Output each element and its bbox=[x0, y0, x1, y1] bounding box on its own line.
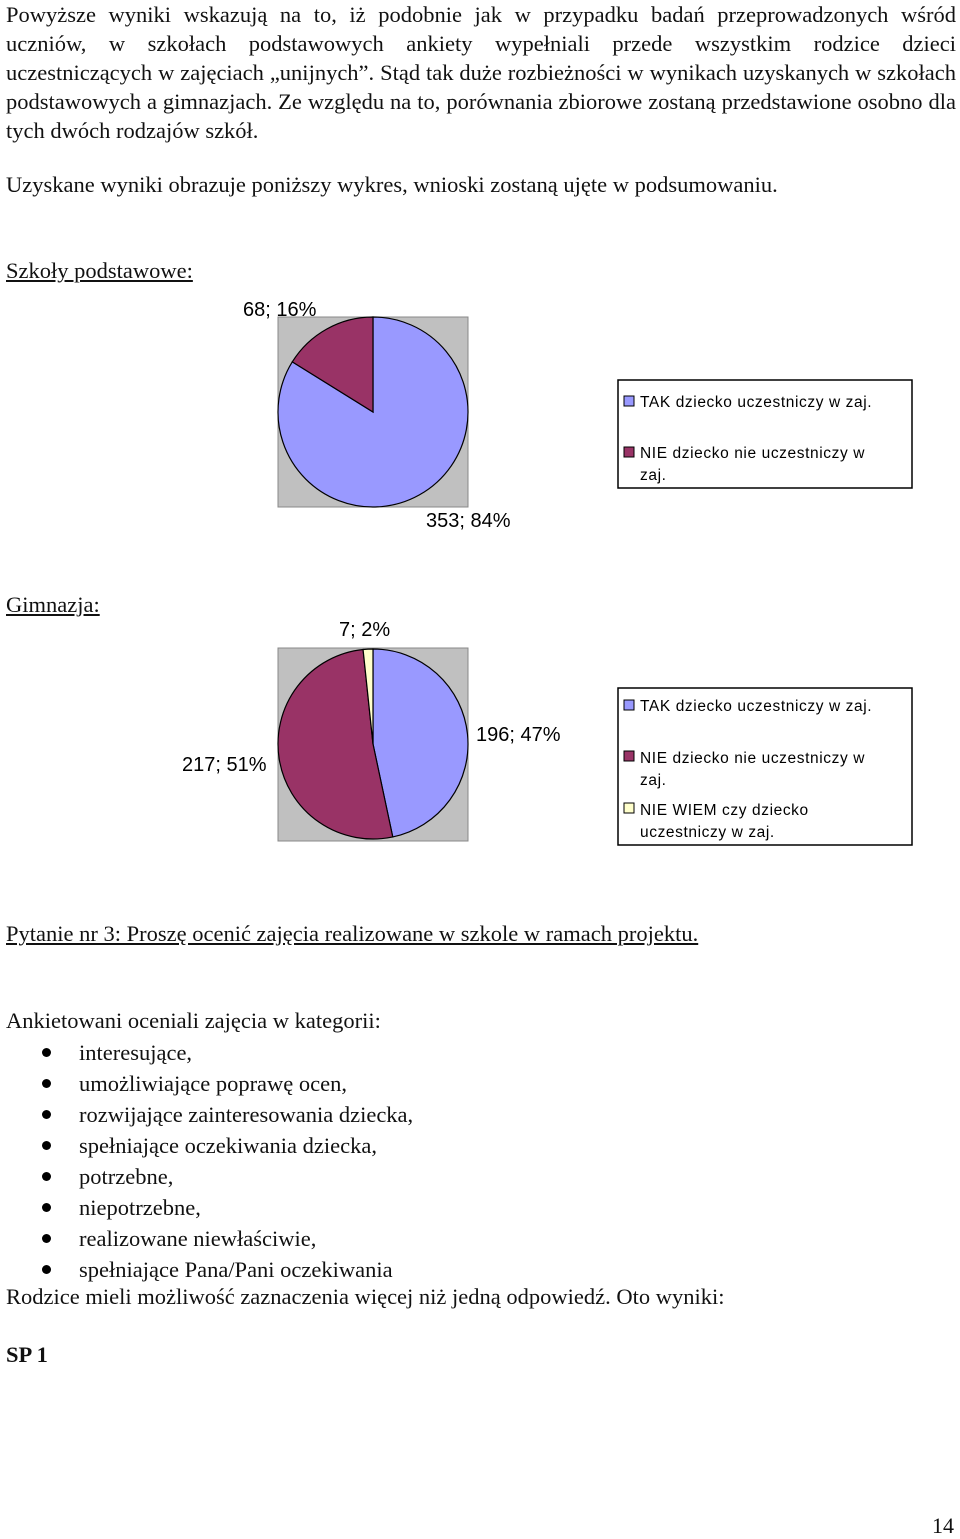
category-item: realizowane niewłaściwie, bbox=[0, 1223, 413, 1254]
legend2-swatch-niewiem bbox=[624, 803, 634, 813]
pie2-slices bbox=[278, 649, 468, 839]
heading-gymnasiums: Gimnazja: bbox=[6, 592, 100, 617]
legend2-text-nie: NIE dziecko nie uczestniczy w zaj. bbox=[640, 750, 866, 789]
legend2-swatch-tak bbox=[624, 700, 634, 710]
pie-chart-primary bbox=[0, 290, 960, 580]
pie1-label-nie: 68; 16% bbox=[243, 299, 317, 321]
category-item: interesujące, bbox=[0, 1037, 413, 1068]
heading-primary-schools: Szkoły podstawowe: bbox=[6, 258, 193, 283]
category-item: spełniające oczekiwania dziecka, bbox=[0, 1130, 413, 1161]
pie1-label-tak: 353; 84% bbox=[426, 510, 511, 532]
categories-outro: Rodzice mieli możliwość zaznaczenia więcej niż jedną odpowiedź. Oto wyniki: bbox=[6, 1284, 725, 1309]
page-number: 14 bbox=[932, 1513, 954, 1538]
legend1-swatch-nie bbox=[624, 447, 634, 457]
legend2-text-niewiem: NIE WIEM czy dziecko uczestniczy w zaj. bbox=[640, 802, 809, 841]
category-item: potrzebne, bbox=[0, 1161, 413, 1192]
question-heading: Pytanie nr 3: Proszę ocenić zajęcia realizowane w szkole w ramach projektu. bbox=[6, 921, 699, 946]
legend1-swatch-tak bbox=[624, 396, 634, 406]
category-item: niepotrzebne, bbox=[0, 1192, 413, 1223]
legend2-text-tak: TAK dziecko uczestniczy w zaj. bbox=[640, 698, 873, 715]
pie1-slices bbox=[278, 317, 468, 507]
pie2-label-tak: 196; 47% bbox=[476, 724, 561, 746]
pie2-label-nie: 217; 51% bbox=[182, 754, 267, 776]
legend2-swatch-nie bbox=[624, 751, 634, 761]
pie2-label-niewiem: 7; 2% bbox=[339, 619, 391, 641]
categories-intro: Ankietowani oceniali zajęcia w kategorii: bbox=[6, 1008, 381, 1033]
legend1-text-nie: NIE dziecko nie uczestniczy w zaj. bbox=[640, 445, 866, 484]
category-item: umożliwiające poprawę ocen, bbox=[0, 1068, 413, 1099]
intro-paragraph: Powyższe wyniki wskazują na to, iż podobnie jak w przypadku badań przeprowadzonych wśród uczniów, w szkołach podstawowych ankiety wypełniali przede wszystkim rodzice dzieci uczestniczących w zajęciach „unijnych”. Stąd tak duże rozbieżności w wynikach uzyskanych w szkołach podstawowych a gimnazjach. Ze względu na to, porównania zbiorowe zostaną przedstawione osobno dla tych dwóch rodzajów szkół. bbox=[6, 2, 956, 143]
category-item: spełniające Pana/Pani oczekiwania bbox=[0, 1254, 413, 1285]
legend1-text-tak: TAK dziecko uczestniczy w zaj. bbox=[640, 394, 873, 411]
category-item: rozwijające zainteresowania dziecka, bbox=[0, 1099, 413, 1130]
pie-chart-gymnasium bbox=[0, 610, 960, 850]
intro-sentence: Uzyskane wyniki obrazuje poniższy wykres, wnioski zostaną ujęte w podsumowaniu. bbox=[6, 172, 778, 197]
sp-label: SP 1 bbox=[6, 1342, 48, 1367]
categories-list bbox=[0, 1037, 413, 1285]
